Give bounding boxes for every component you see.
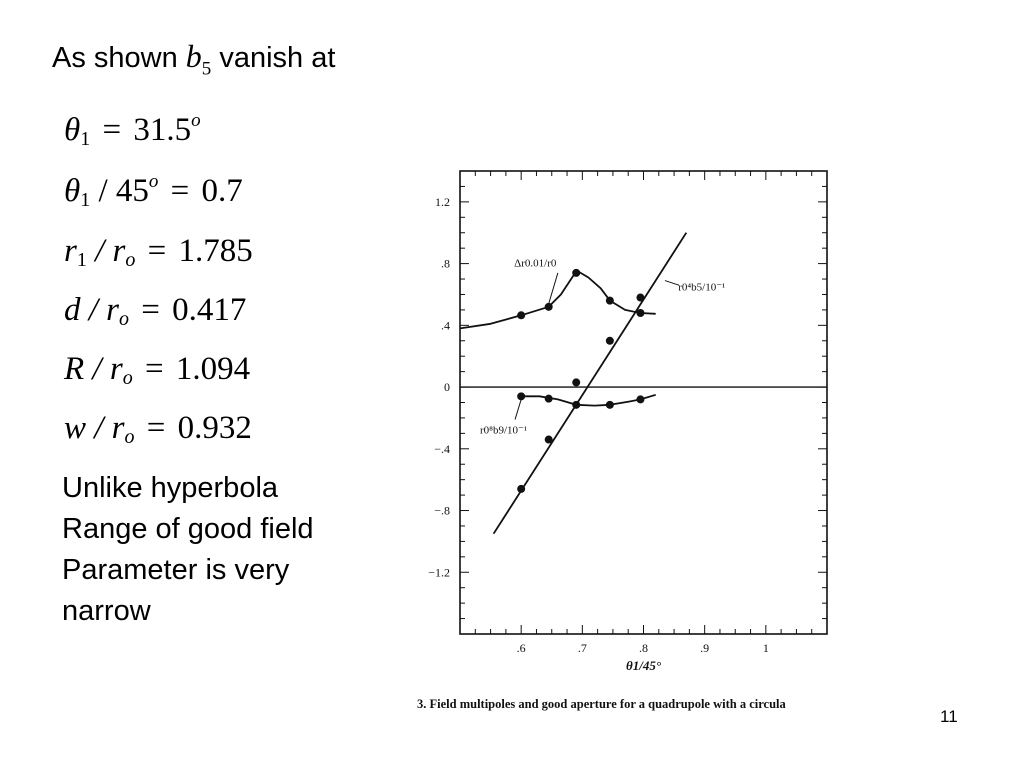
data-point <box>545 303 553 311</box>
note-line: Unlike hyperbola <box>62 472 279 504</box>
page-number: 11 <box>940 707 958 726</box>
equation-theta1-ratio: $\theta_1 / 45^o = 0.7$ <box>64 170 243 211</box>
heading-prefix: As shown <box>52 42 178 74</box>
y-tick-label: 0 <box>444 380 450 395</box>
series-label-3: r0⁸b9/10⁻¹ <box>480 424 528 437</box>
data-point <box>572 269 580 277</box>
y-tick-label: .4 <box>441 318 450 333</box>
data-point <box>517 311 525 319</box>
note-line: Range of good field <box>62 513 314 545</box>
data-point <box>606 401 614 409</box>
data-point <box>636 294 644 302</box>
data-point <box>517 485 525 493</box>
heading-variable: $b_5$ <box>185 38 212 80</box>
data-point <box>517 392 525 400</box>
series-line-1 <box>460 272 656 328</box>
note-line: narrow <box>62 595 151 627</box>
slide-heading <box>52 38 335 80</box>
note-line: Parameter is very <box>62 554 290 586</box>
x-tick-label: .8 <box>639 641 648 655</box>
y-tick-label: −.4 <box>434 441 450 456</box>
x-axis-label: θ1/45° <box>625 658 662 673</box>
data-point <box>606 297 614 305</box>
data-point <box>606 337 614 345</box>
data-point <box>636 395 644 403</box>
figure-caption: 3. Field multipoles and good aperture for a quadrupole with a circula <box>417 697 786 711</box>
x-tick-label: .9 <box>700 641 710 655</box>
equation-r1-ratio: $r_1 / r_o = 1.785$ <box>64 233 253 271</box>
x-tick-label: 1 <box>762 641 769 655</box>
x-tick-label: .7 <box>577 641 587 655</box>
y-tick-label: .8 <box>441 256 450 271</box>
series-label-1: Δr0.01/r0 <box>514 257 557 270</box>
data-point <box>545 436 553 444</box>
equation-R-ratio: $R / r_o = 1.094$ <box>64 351 251 389</box>
data-point <box>572 378 580 386</box>
y-tick-label: −1.2 <box>428 565 450 580</box>
equation-w-ratio: $w / r_o = 0.932$ <box>64 410 252 448</box>
note-text <box>62 468 314 632</box>
series-leader-3 <box>515 399 521 419</box>
x-tick-label: .6 <box>516 641 526 655</box>
figure <box>405 160 865 720</box>
y-tick-label: 1.2 <box>435 194 450 209</box>
heading-variable-subscript: 5 <box>201 58 212 80</box>
series-label-2: r0⁴b5/10⁻¹ <box>678 281 726 294</box>
data-point <box>572 401 580 409</box>
heading-suffix: vanish at <box>219 42 336 74</box>
series-line-3 <box>521 395 656 406</box>
data-point <box>545 395 553 403</box>
equation-theta1: $\theta_1 = 31.5^o$ <box>64 109 201 150</box>
plot-frame <box>460 171 827 634</box>
equation-d-ratio: $d / r_o = 0.417$ <box>64 292 247 330</box>
series-leader-2 <box>665 281 679 286</box>
y-tick-label: −.8 <box>434 503 450 518</box>
multipole-chart <box>405 160 865 720</box>
